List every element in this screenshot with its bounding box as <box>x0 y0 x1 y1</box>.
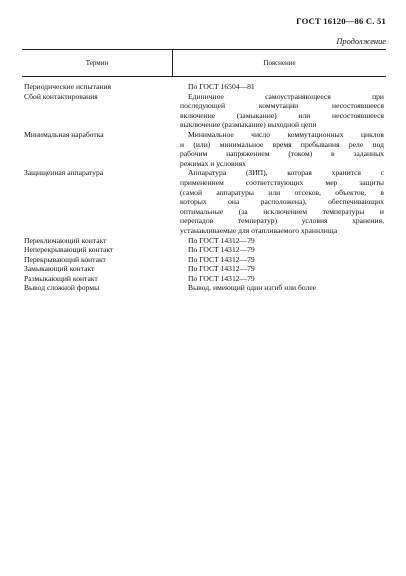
table-row <box>22 283 386 293</box>
term-cell: Вывод сложной формы <box>24 283 100 293</box>
term-cell: Защищенная аппаратура <box>24 168 104 178</box>
table-row <box>22 130 386 168</box>
term-cell: Перекрывающий контакт <box>24 254 106 264</box>
term-cell: Сбой контактирования <box>24 91 98 101</box>
definition-line: Аппаратура (ЗИП), которая хранится с <box>188 168 384 178</box>
definition-line: рабочим напряжением (током) в заданных <box>180 149 384 159</box>
term-cell: Переключающий контакт <box>24 235 107 245</box>
terms-table <box>22 49 386 293</box>
table-row <box>22 245 386 255</box>
definition-line: выключение (размыкание) выходной цепи <box>180 120 317 130</box>
definition-cell <box>172 283 386 293</box>
page-header-standard-ref: ГОСТ 16120—86 С. 51 <box>296 16 386 26</box>
definition-line: По ГОСТ 14312—79 <box>188 264 255 274</box>
definition-line: Вывод, имеющий один изгиб или более <box>188 283 317 293</box>
definition-line: которых она расположена), обеспечивающих <box>180 197 384 207</box>
definition-line: применением соответствующих мер защиты <box>180 177 384 187</box>
definition-line: По ГОСТ 16504—81 <box>188 82 255 91</box>
term-cell: Минимальная наработка <box>24 129 104 139</box>
definition-line: (самой аппаратуры или отсеков, объектов, в <box>180 187 384 197</box>
table-row <box>22 236 386 246</box>
definition-line: включение (замыкание) или несостоявшееся <box>180 110 384 120</box>
definition-line: устанавливаемые для отапливаемого хранилища <box>180 225 338 235</box>
definition-cell <box>172 255 386 265</box>
definition-cell <box>172 130 386 168</box>
definition-line: перепадов температур) условия хранения, <box>180 216 384 226</box>
term-cell: Периодические испытания <box>24 82 111 91</box>
table-row <box>22 274 386 284</box>
definition-line: По ГОСТ 14312—79 <box>188 254 255 264</box>
table-row <box>22 255 386 265</box>
term-cell: Размыкающий контакт <box>24 273 98 283</box>
definition-cell <box>172 236 386 246</box>
column-header-definition: Пояснение <box>263 59 296 67</box>
table-body <box>22 77 386 293</box>
definition-line: По ГОСТ 14312—79 <box>188 235 255 245</box>
table-row <box>22 82 386 92</box>
table-row <box>22 92 386 130</box>
definition-line: По ГОСТ 14312—79 <box>188 245 255 255</box>
table-row <box>22 264 386 274</box>
definition-line: оптимальные (за исключением температуры и <box>180 206 384 216</box>
definition-cell <box>172 274 386 284</box>
table-row <box>22 168 386 235</box>
term-cell: Замыкающий контакт <box>24 264 95 274</box>
column-header-term: Термин <box>22 50 173 76</box>
definition-line: последующей коммутации несостоявшееся <box>180 101 384 111</box>
definition-line: Единичное самоустраняющееся при <box>188 91 384 101</box>
definition-cell <box>172 168 386 235</box>
definition-cell <box>172 82 386 92</box>
continuation-label: Продолжение <box>336 37 386 46</box>
definition-cell <box>172 92 386 130</box>
definition-line: По ГОСТ 14312—79 <box>188 273 255 283</box>
definition-cell <box>172 264 386 274</box>
table-header <box>22 49 386 77</box>
definition-line: Минимальное число коммутационных циклов <box>188 129 384 139</box>
definition-line: режимах и условиях <box>180 158 246 168</box>
definition-cell <box>172 245 386 255</box>
definition-line: и (или) минимальное время пребывания реле под <box>180 139 384 149</box>
term-cell: Неперекрывающий контакт <box>24 245 114 255</box>
